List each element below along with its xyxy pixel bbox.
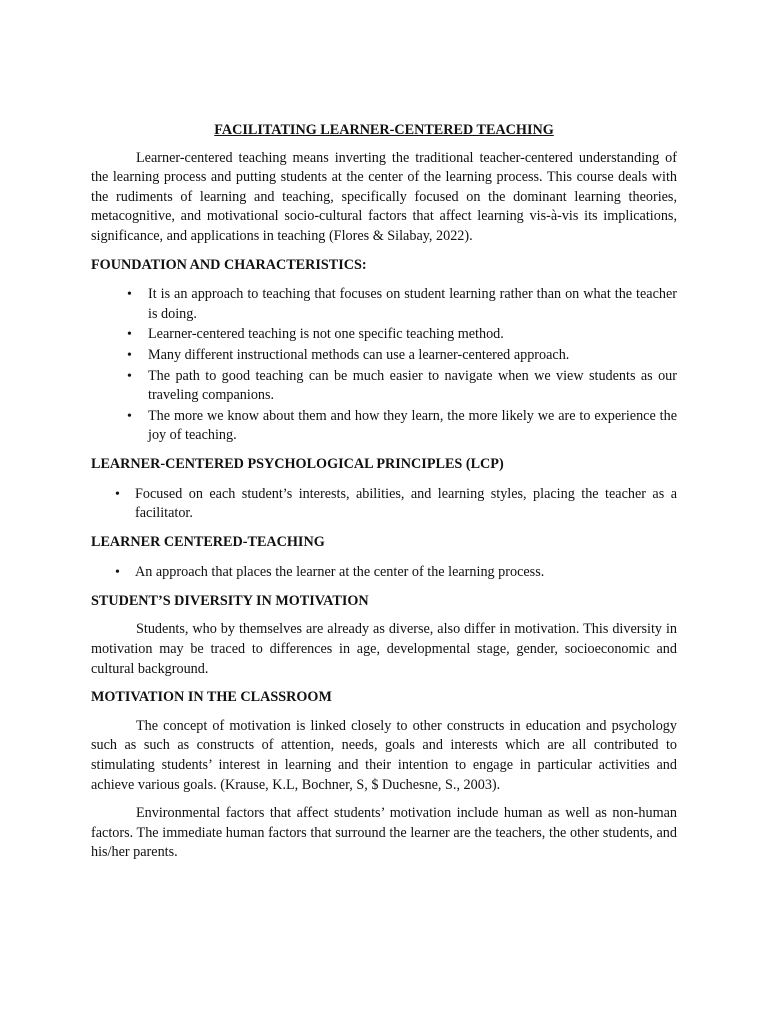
list-item: • An approach that places the learner at the center of the learning process. bbox=[91, 563, 677, 583]
classroom-paragraph-2: Environmental factors that affect students’ motivation include human as well as non-human factors. The immediate human factors that surround the learner are the teachers, the other students, and his/her parents. bbox=[91, 805, 677, 861]
intro-paragraph: Learner-centered teaching means inverting the traditional teacher-centered understanding of the learning process and putting students at the center of the learning process. This course deals with the rudiments of learning and teaching, specifically focused on the dominant learning theories, metacognitive, and motivational socio-cultural factors that affect learning vis-à-vis its implications, significance, and applications in teaching (Flores & Silabay, 2022). bbox=[91, 149, 677, 244]
bullet-icon: • bbox=[127, 347, 132, 363]
heading-classroom: MOTIVATION IN THE CLASSROOM bbox=[91, 689, 332, 706]
classroom-paragraph-1: The concept of motivation is linked closely to other constructs in education and psychology such as such as constructs of attention, needs, goals and interests which are all contributed to stimulating students’ interest in learning and their intention to engage in particular activities and achieve various goals. (Krause, K.L, Bochner, S, $ Duchesne, S., 2003). bbox=[91, 717, 677, 793]
lcp-list bbox=[91, 485, 677, 524]
heading-lct: LEARNER CENTERED-TEACHING bbox=[91, 533, 325, 550]
list-item: • It is an approach to teaching that focuses on student learning rather than on what the teacher is doing. bbox=[127, 286, 677, 322]
bullet-icon: • bbox=[127, 287, 132, 303]
list-item: • Many different instructional methods can use a learner-centered approach. bbox=[91, 346, 677, 366]
bullet-icon: • bbox=[127, 408, 132, 424]
heading-foundation: FOUNDATION AND CHARACTERISTICS: bbox=[91, 256, 367, 273]
list-item: • Learner-centered teaching is not one specific teaching method. bbox=[91, 325, 677, 345]
foundation-list bbox=[91, 285, 677, 446]
bullet-icon: • bbox=[127, 327, 132, 343]
bullet-icon: • bbox=[127, 368, 132, 384]
list-item: • The more we know about them and how they learn, the more likely we are to experience the joy of teaching. bbox=[127, 407, 677, 444]
heading-lcp: LEARNER-CENTERED PSYCHOLOGICAL PRINCIPLES (LCP) bbox=[91, 455, 504, 472]
bullet-icon: • bbox=[115, 565, 120, 581]
list-item: • The path to good teaching can be much easier to navigate when we view students as our traveling companions. bbox=[127, 367, 677, 404]
bullet-icon: • bbox=[115, 486, 120, 502]
diversity-paragraph: Students, who by themselves are already as diverse, also differ in motivation. This diversity in motivation may be traced to differences in age, developmental stage, gender, socioeconomic and cultural background. bbox=[91, 621, 677, 677]
list-item: • Focused on each student’s interests, abilities, and learning styles, placing the teacher as a facilitator. bbox=[115, 485, 677, 522]
document-page bbox=[91, 121, 677, 863]
document-title: FACILITATING LEARNER-CENTERED TEACHING bbox=[214, 122, 554, 138]
heading-diversity: STUDENT’S DIVERSITY IN MOTIVATION bbox=[91, 592, 369, 609]
lct-list bbox=[91, 563, 677, 583]
